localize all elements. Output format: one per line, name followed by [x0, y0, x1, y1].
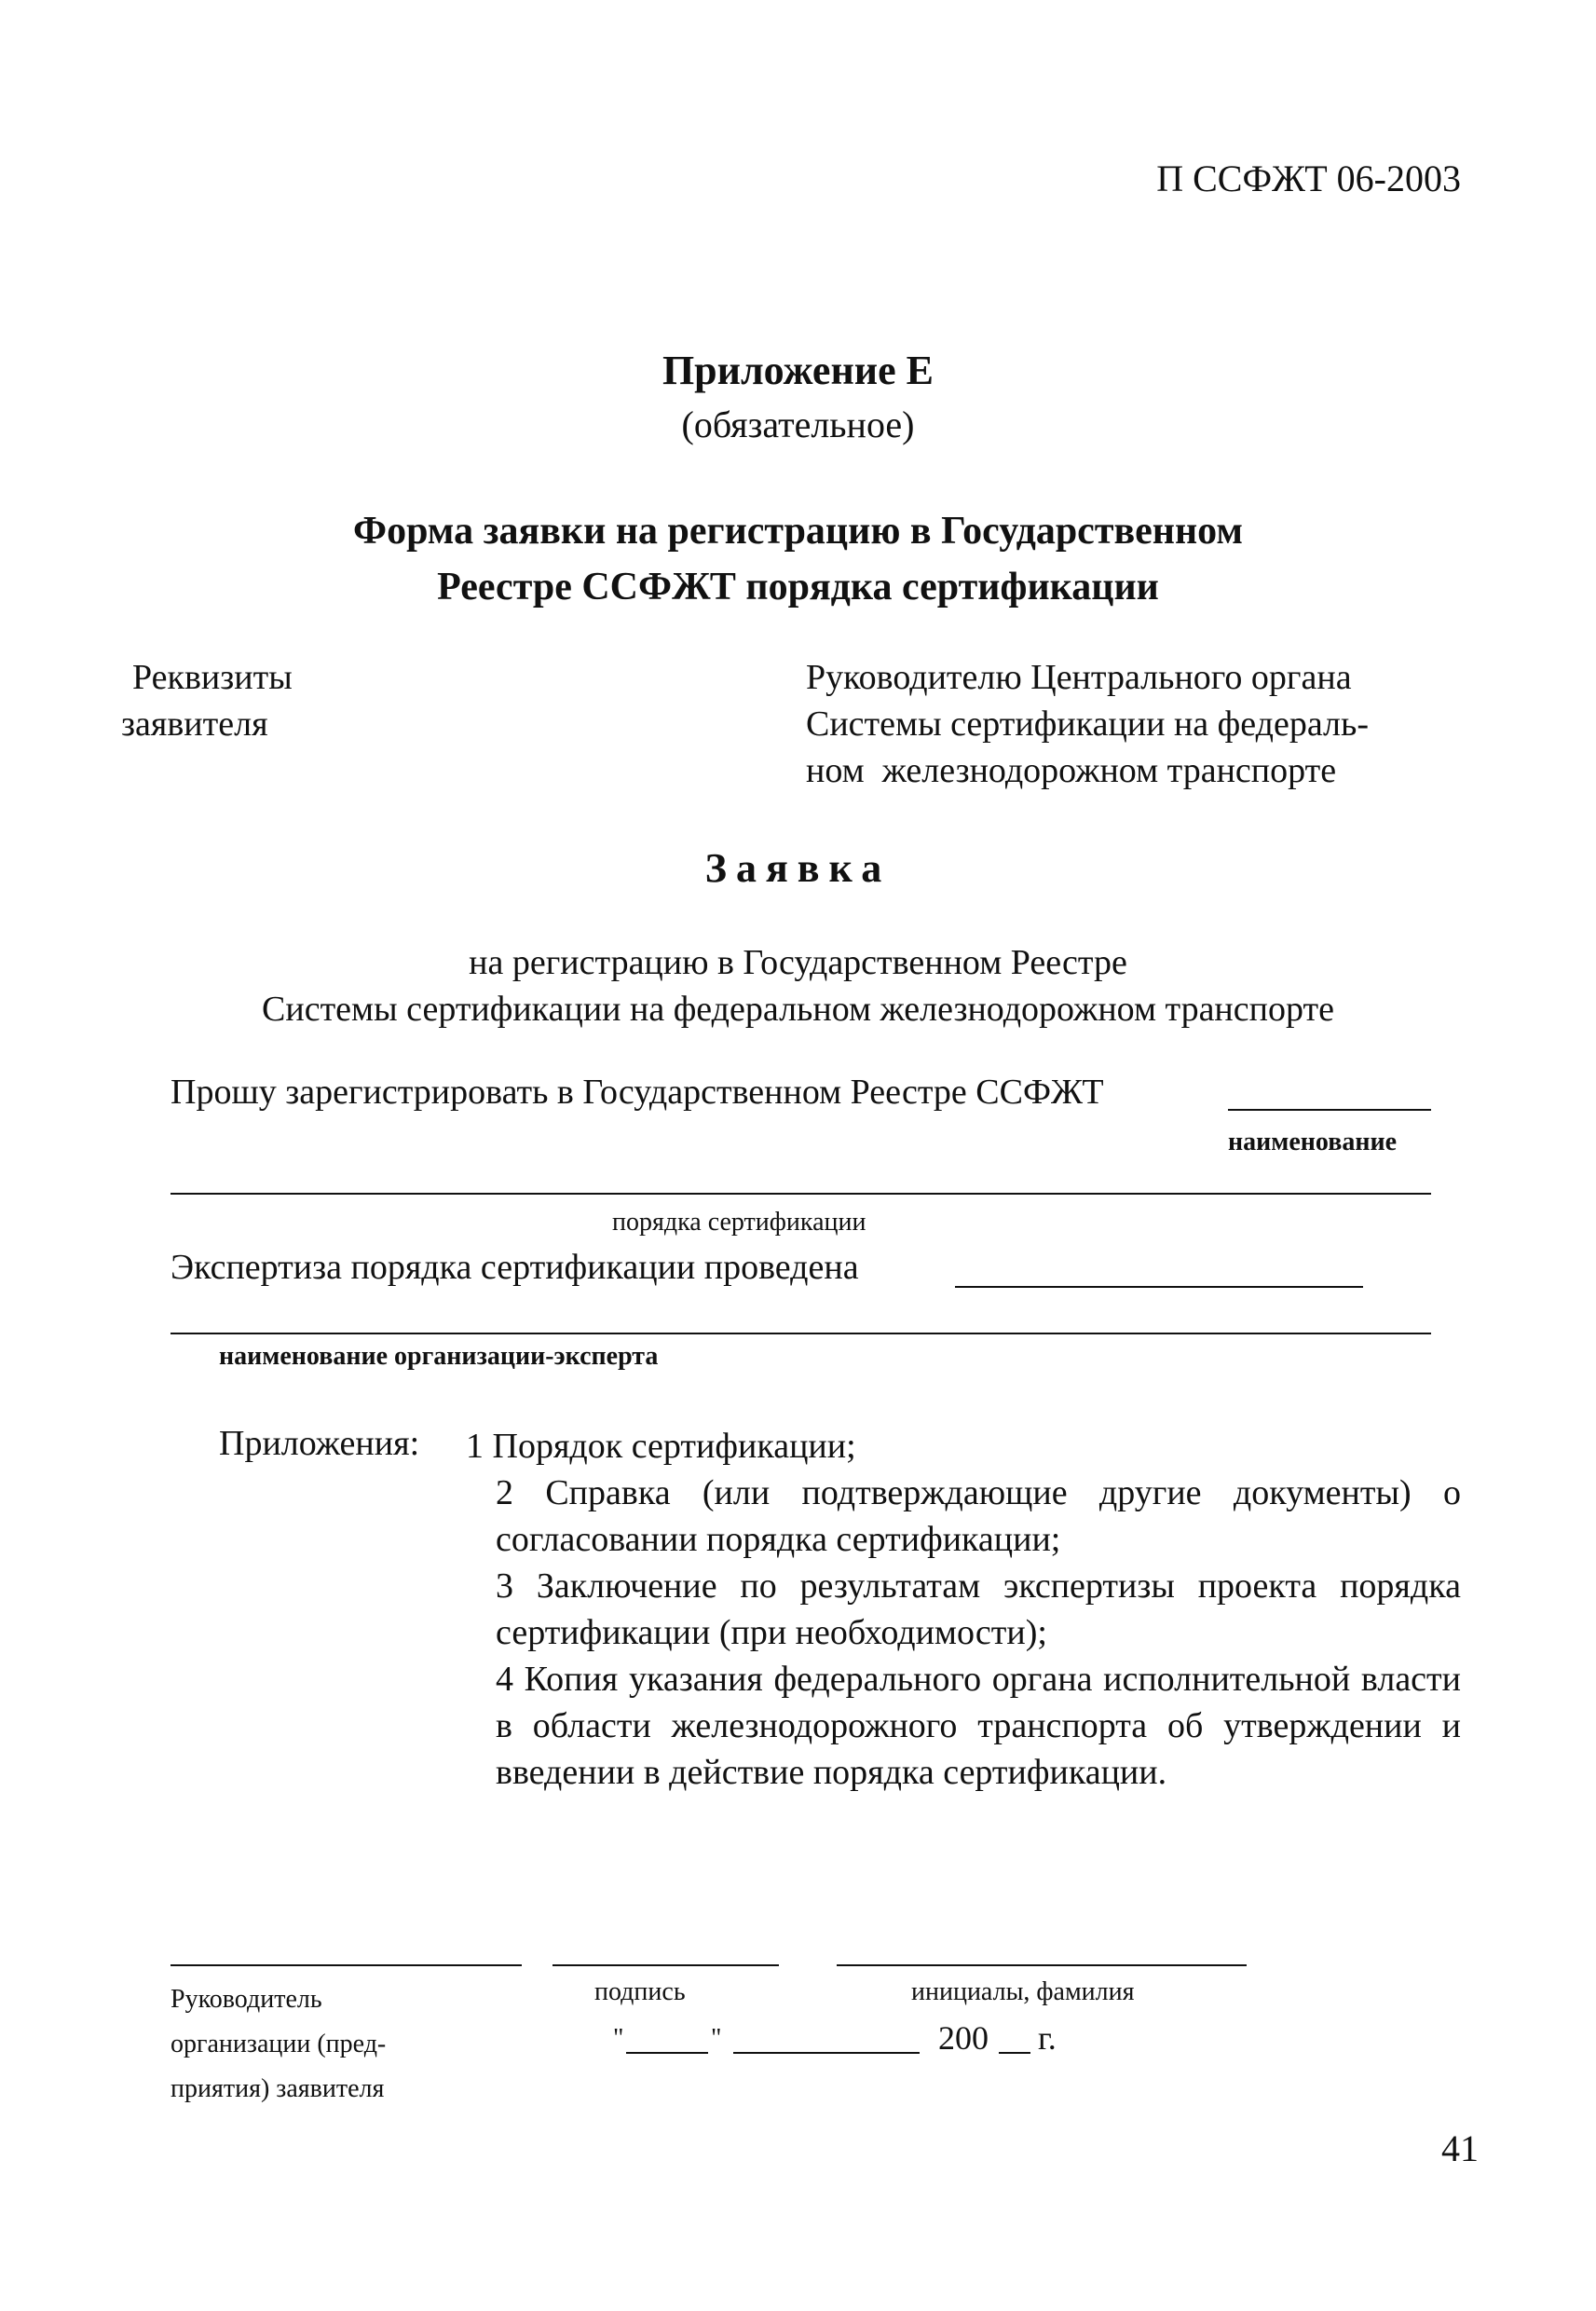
requisites-line-1: Реквизиты [132, 658, 293, 697]
expert-caption: наименование организации-эксперта [219, 1342, 659, 1371]
order-name-field-continued[interactable] [171, 1193, 1431, 1195]
name-caption: наименование [1228, 1128, 1398, 1156]
attachment-item-2: 2 Справка (или подтверждающие другие документы) о согласовании порядка сертификации; [496, 1473, 1461, 1559]
addressee-line-2: Системы сертификации на федераль- [806, 704, 1369, 744]
signature-line[interactable] [552, 1964, 779, 1966]
date-year-suffix: г. [1038, 2019, 1057, 2057]
date-year-prefix: 200 [938, 2019, 989, 2057]
date-year-field[interactable] [999, 2052, 1030, 2054]
form-title [0, 503, 1596, 615]
order-caption: порядка сертификации [612, 1208, 866, 1237]
position-line[interactable] [171, 1964, 522, 1966]
requisites-line-2: заявителя [121, 704, 268, 744]
application-subtitle-line-1: на регистрацию в Государственном Реестре [469, 943, 1127, 982]
addressee-block [806, 654, 1369, 794]
attachment-item-3: 3 Заключение по результатам экспертизы проекта порядка сертификации (при необходимости); [496, 1566, 1461, 1652]
request-text: Прошу зарегистрировать в Государственном Реестре ССФЖТ [171, 1073, 1104, 1112]
date-quote-open: " [613, 2024, 624, 2053]
appendix-subtitle: (обязательное) [681, 403, 915, 445]
application-subtitle [0, 939, 1596, 1032]
expertise-text: Экспертиза порядка сертификации проведена [171, 1248, 859, 1287]
attachments-list [466, 1423, 1461, 1796]
form-title-line-1: Форма заявки на регистрацию в Государственном [353, 510, 1243, 553]
attachment-item-4: 4 Копия указания федерального органа исполнительной власти в области железнодорожного транспорта об утверждении и введении в действие порядка сертификации. [496, 1660, 1461, 1792]
signature-caption: подпись [594, 1977, 686, 2006]
application-subtitle-line-2: Системы сертификации на федеральном железнодорожном транспорте [262, 990, 1334, 1029]
addressee-line-1: Руководителю Центрального органа [806, 658, 1352, 697]
date-day-field[interactable] [626, 2052, 708, 2054]
name-caption-signature: инициалы, фамилия [911, 1977, 1135, 2006]
order-name-field[interactable] [1228, 1109, 1431, 1111]
addressee-line-3: ном железнодорожном транспорте [806, 751, 1337, 790]
form-title-line-2: Реестре ССФЖТ порядка сертификации [437, 566, 1159, 609]
attachment-item-1: 1 Порядок сертификации; [466, 1427, 856, 1466]
applicant-requisites [121, 654, 293, 747]
role-line-2: организации (пред- [171, 2030, 387, 2058]
page-number: 41 [1441, 2127, 1479, 2169]
date-quote-close: " [711, 2024, 722, 2053]
role-line-1: Руководитель [171, 1985, 322, 2014]
application-title: Заявка [704, 845, 892, 891]
full-name-line[interactable] [837, 1964, 1247, 1966]
role-line-3: приятия) заявителя [171, 2074, 385, 2103]
document-code: П ССФЖТ 06-2003 [1156, 157, 1461, 199]
appendix-title: Приложение Е [662, 348, 934, 393]
expert-organization-field-continued[interactable] [171, 1333, 1431, 1334]
date-month-field[interactable] [733, 2052, 920, 2054]
expert-organization-field[interactable] [955, 1286, 1363, 1288]
attachments-label: Приложения: [219, 1424, 420, 1463]
signatory-role [171, 1977, 386, 2112]
